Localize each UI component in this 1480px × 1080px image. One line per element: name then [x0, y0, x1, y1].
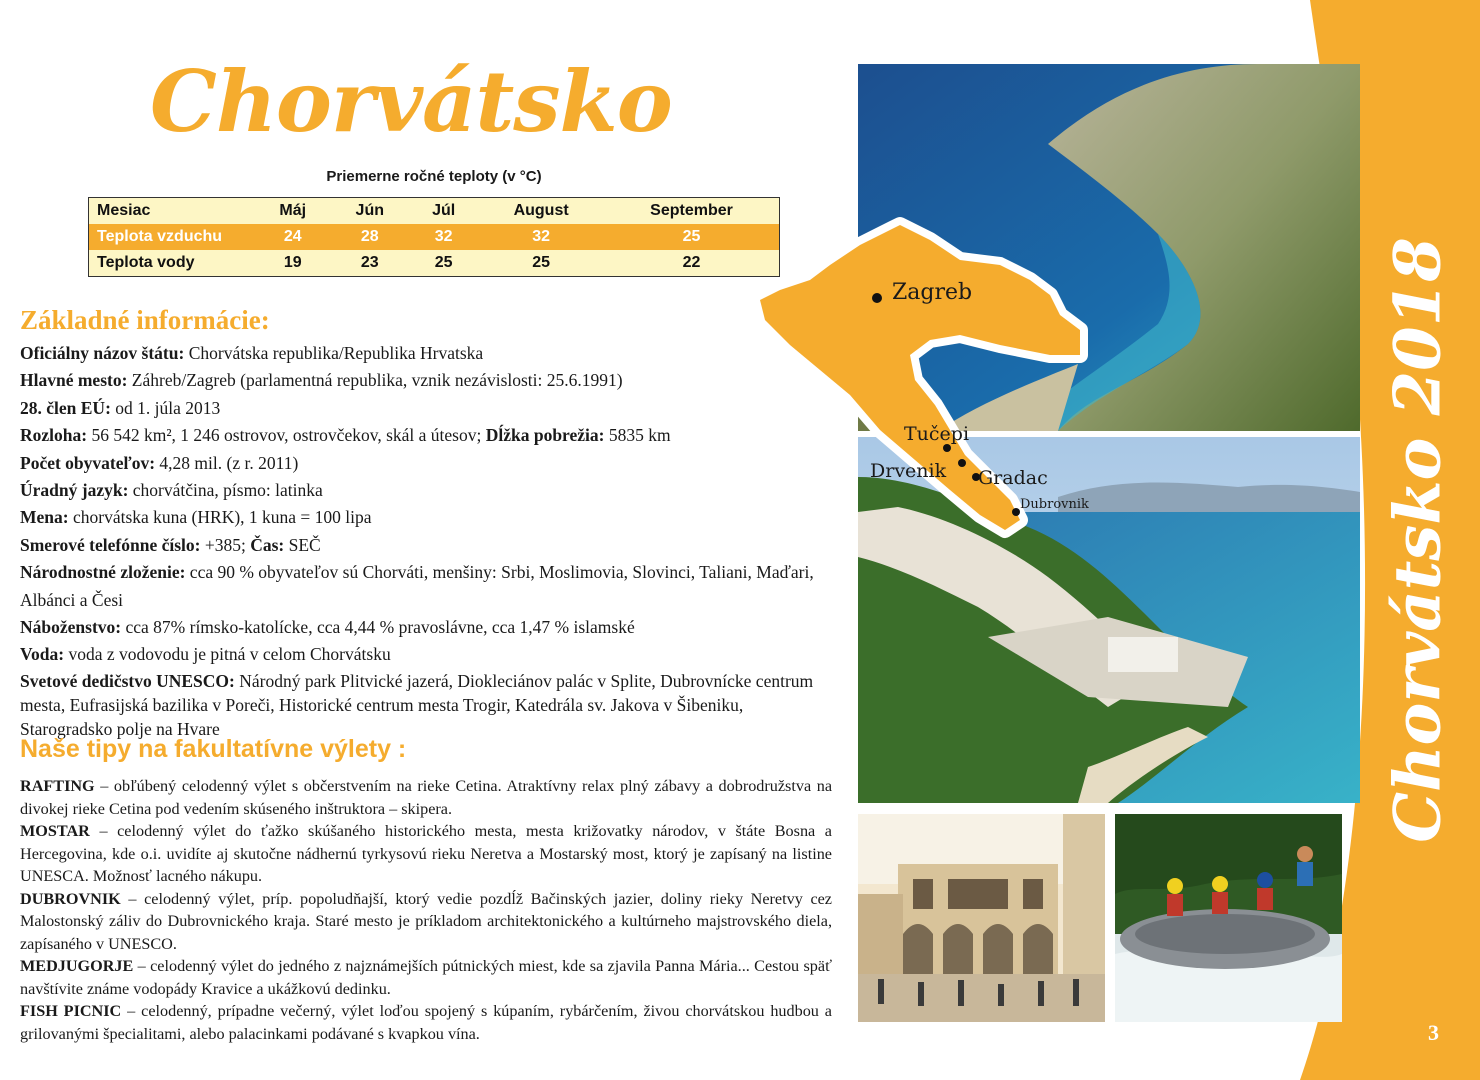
- info-value: cca 87% rímsko-katolícke, cca 4,44 % pravoslávne, cca 1,47 % islamské: [121, 617, 635, 638]
- table-cell: 32: [532, 228, 551, 245]
- info-row: [20, 532, 830, 559]
- info-value: Národný park Plitvické jazerá, Diokleciánov palác v Splite, Dubrovnícke centrum mesta, Eufrasijská bazilika v Poreči, Historické centrum mesta Trogir, Katedrála sv. Jakova v Šibeniku, Starogradsko polje na Hvare: [20, 670, 814, 739]
- info-row: [20, 477, 830, 504]
- map-dot-zagreb: [872, 293, 882, 303]
- page-number: 3: [1428, 1020, 1439, 1045]
- map-label-drvenik: Drvenik: [870, 460, 947, 482]
- table-row-water: [89, 250, 780, 277]
- trip-name: FISH PICNIC: [20, 1002, 122, 1020]
- info-row: [20, 504, 830, 531]
- table-cell: Teplota vody: [97, 254, 195, 271]
- table-cell: Mesiac: [97, 202, 151, 219]
- info-label: Mena:: [20, 507, 69, 528]
- trip-description: – celodenný, prípadne večerný, výlet loďou spojený s kúpaním, rybárčením, živou chorvátskou hudbou a grilovanými špecialitami, alebo palacinkami podávané s kvapkou vína.: [20, 1002, 832, 1043]
- map-dot-drvenik: [958, 459, 966, 467]
- trip-item: [20, 775, 832, 820]
- info-row: [20, 559, 830, 614]
- info-value: +385;: [200, 534, 251, 555]
- basic-info-heading: Základné informácie:: [20, 305, 270, 335]
- trip-item: [20, 1000, 832, 1045]
- trip-name: DUBROVNIK: [20, 889, 121, 908]
- trip-name: MEDJUGORJE: [20, 957, 134, 975]
- table-cell: 19: [283, 254, 302, 271]
- table-cell: 25: [532, 254, 551, 271]
- photo-dubrovnik: [858, 814, 1105, 1022]
- info-row: [20, 669, 830, 741]
- info-value: Záhreb/Zagreb (parlamentná republika, vznik nezávislosti: 25.6.1991): [127, 370, 623, 391]
- info-label: Dĺžka pobrežia:: [485, 425, 605, 446]
- map-dot-dubrovnik: [1012, 508, 1020, 516]
- trips-heading: Naše tipy na fakultatívne výlety :: [20, 735, 407, 763]
- info-row: [20, 450, 830, 477]
- info-value: 56 542 km², 1 246 ostrovov, ostrovčekov, skál a útesov;: [87, 425, 486, 446]
- info-row: [20, 614, 830, 641]
- table-row-months: [89, 198, 780, 225]
- trip-item: [20, 820, 832, 888]
- info-label: Národnostné zloženie:: [20, 562, 186, 583]
- trip-description: – celodenný výlet do ťažko skúšaného historického mesta, mesta križovatky národov, v štáte Bosna a Hercegovina, kde o.i. uvidíte aj skutočne nádhernú tyrkysovú rieku Neretva a Mostarský most, ktorý je zapísaný na listine UNESCA. Možnosť lacného nákupu.: [20, 822, 832, 885]
- info-row: [20, 395, 830, 422]
- table-row-air: [89, 224, 780, 250]
- trip-description: – celodenný výlet do jedného z najznámejších pútnických miest, kde sa zjavila Panna Mária... Cestou späť navštívite známe vodopády Kravice a ukážkovú dedinku.: [20, 957, 832, 998]
- side-title: Chorvátsko 2018: [1380, 237, 1456, 843]
- trip-item: [20, 955, 832, 1000]
- info-value: Chorvátska republika/Republika Hrvatska: [184, 343, 484, 363]
- table-cell: 25: [682, 228, 701, 245]
- table-cell: Jún: [355, 202, 384, 219]
- table-cell: Máj: [279, 202, 307, 219]
- info-row: [20, 367, 830, 394]
- info-label: Oficiálny názov štátu:: [20, 343, 185, 363]
- info-value: cca 90 % obyvateľov sú Chorváti, menšiny: Srbi, Moslimovia, Slovinci, Taliani, Maďari, Albánci a Česi: [20, 562, 814, 610]
- trip-name: MOSTAR: [20, 822, 90, 840]
- table-cell: Teplota vzduchu: [97, 228, 223, 245]
- info-label: Hlavné mesto:: [20, 370, 128, 391]
- basic-info-list: [20, 340, 830, 741]
- info-label: Voda:: [20, 644, 65, 665]
- croatia-map: [750, 205, 1100, 545]
- info-label: Smerové telefónne číslo:: [20, 534, 201, 555]
- info-value: 4,28 mil. (z r. 2011): [155, 452, 299, 473]
- table-cell: 28: [360, 228, 379, 245]
- trip-name: RAFTING: [20, 777, 95, 795]
- temperature-table: [88, 197, 780, 277]
- map-label-zagreb: Zagreb: [892, 280, 973, 305]
- table-cell: September: [650, 202, 733, 219]
- info-value: chorvátčina, písmo: latinka: [128, 480, 323, 501]
- info-value: SEČ: [284, 534, 321, 555]
- table-cell: 22: [682, 254, 701, 271]
- table-cell: August: [513, 202, 569, 219]
- table-caption: Priemerne ročné teploty (v °C): [326, 168, 542, 185]
- info-value: voda z vodovodu je pitná v celom Chorvátsku: [64, 644, 391, 665]
- trips-list: [20, 775, 832, 1045]
- trip-description: – obľúbený celodenný výlet s občerstvením na rieke Cetina. Atraktívny relax plný zábavy a dobrodružstva na divokej rieke Cetina pod vedením skúseného inštruktora – skipera.: [20, 777, 832, 818]
- map-label-gradac: Gradac: [978, 467, 1048, 489]
- table-cell: 23: [360, 254, 379, 271]
- trip-description: – celodenný výlet, príp. popoludňajší, ktorý vedie pozdĺž Bačinských jazier, doliny rieky Neretvy cez Malostonský záliv do Dubrovnického kraja. Staré mesto je príkladom architektonického a kultúrneho majstrovského diela, zapísaného v UNESCO.: [20, 889, 832, 953]
- table-cell: 24: [283, 228, 302, 245]
- map-dot-tucepi: [943, 444, 951, 452]
- table-cell: 32: [434, 228, 453, 245]
- info-row: [20, 422, 830, 449]
- photo-rafting: [1115, 814, 1342, 1022]
- trip-item: [20, 888, 832, 956]
- table-cell: 25: [434, 254, 453, 271]
- info-row: [20, 340, 830, 367]
- table-cell: Júl: [432, 202, 456, 219]
- info-label: Svetové dedičstvo UNESCO:: [20, 670, 235, 691]
- info-label: Počet obyvateľov:: [20, 452, 156, 473]
- info-row: [20, 641, 830, 668]
- info-label: Úradný jazyk:: [20, 480, 129, 501]
- info-label: 28. člen EÚ:: [20, 397, 111, 418]
- info-value: chorvátska kuna (HRK), 1 kuna = 100 lipa: [68, 507, 372, 528]
- info-label: Náboženstvo:: [20, 617, 122, 638]
- info-label: Čas:: [250, 534, 285, 555]
- info-label: Rozloha:: [20, 425, 88, 446]
- page-title: Chorvátsko: [150, 52, 672, 151]
- info-value: od 1. júla 2013: [110, 397, 221, 418]
- map-label-dubrovnik: Dubrovnik: [1020, 497, 1089, 512]
- map-label-tucepi: Tučepi: [904, 423, 970, 445]
- info-value: 5835 km: [604, 425, 671, 446]
